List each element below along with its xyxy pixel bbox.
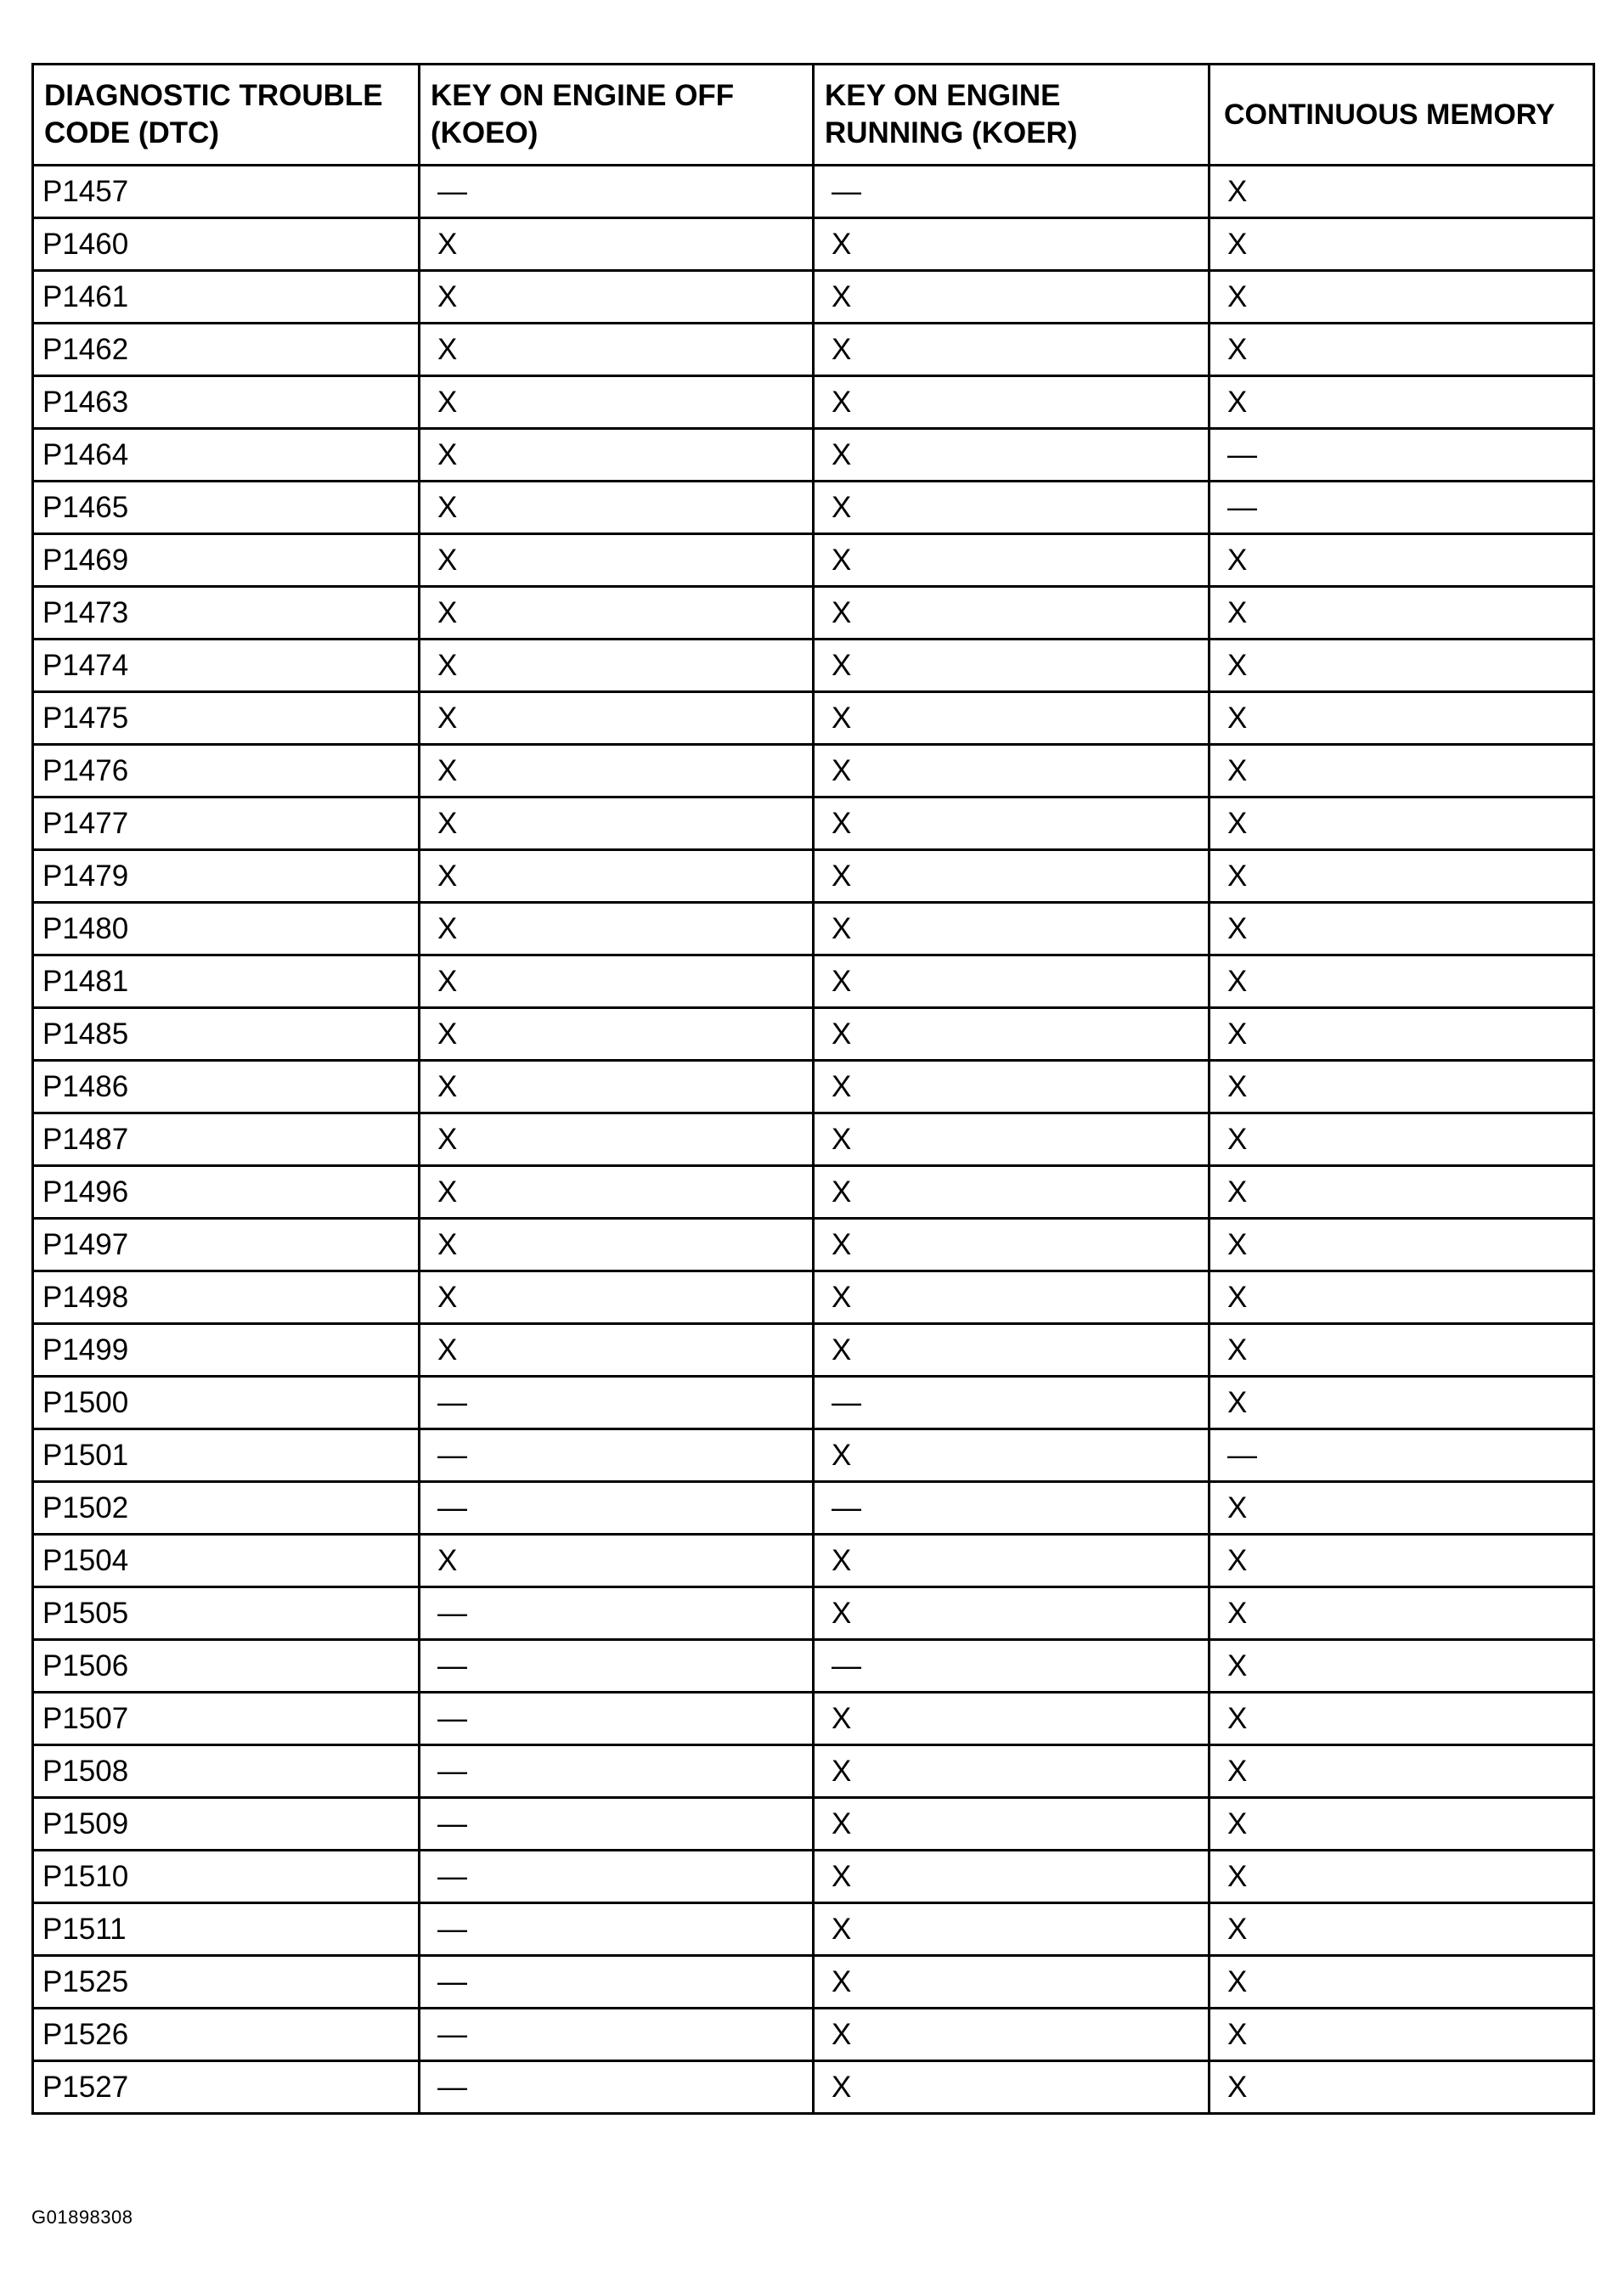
koer-cell: X bbox=[814, 1745, 1210, 1798]
continuous-memory-cell: X bbox=[1210, 324, 1594, 376]
table-row bbox=[33, 1851, 1594, 1903]
koer-cell: X bbox=[814, 1219, 1210, 1271]
dtc-code-cell: P1505 bbox=[33, 1587, 420, 1640]
koer-cell: — bbox=[814, 1377, 1210, 1429]
koeo-cell: X bbox=[420, 218, 814, 271]
koeo-cell: X bbox=[420, 955, 814, 1008]
table-row bbox=[33, 797, 1594, 850]
koeo-cell: — bbox=[420, 1482, 814, 1535]
dtc-code-cell: P1461 bbox=[33, 271, 420, 324]
koeo-cell: X bbox=[420, 1061, 814, 1113]
continuous-memory-cell: X bbox=[1210, 692, 1594, 745]
table-row bbox=[33, 1587, 1594, 1640]
continuous-memory-cell: X bbox=[1210, 534, 1594, 587]
koeo-cell: — bbox=[420, 1851, 814, 1903]
dtc-table bbox=[31, 63, 1595, 2115]
koeo-cell: — bbox=[420, 166, 814, 218]
table-row bbox=[33, 1535, 1594, 1587]
table-row bbox=[33, 1482, 1594, 1535]
continuous-memory-cell: X bbox=[1210, 745, 1594, 797]
table-row bbox=[33, 482, 1594, 534]
continuous-memory-cell: X bbox=[1210, 1219, 1594, 1271]
koeo-cell: X bbox=[420, 1535, 814, 1587]
koer-cell: X bbox=[814, 1587, 1210, 1640]
dtc-code-cell: P1509 bbox=[33, 1798, 420, 1851]
koer-cell: X bbox=[814, 1166, 1210, 1219]
koer-cell: X bbox=[814, 850, 1210, 903]
dtc-code-cell: P1497 bbox=[33, 1219, 420, 1271]
header-koer: KEY ON ENGINE RUNNING (KOER) bbox=[814, 65, 1210, 166]
dtc-code-cell: P1498 bbox=[33, 1271, 420, 1324]
continuous-memory-cell: X bbox=[1210, 218, 1594, 271]
koeo-cell: — bbox=[420, 1956, 814, 2009]
dtc-code-cell: P1464 bbox=[33, 429, 420, 482]
header-dtc: DIAGNOSTIC TROUBLE CODE (DTC) bbox=[33, 65, 420, 166]
table-body bbox=[33, 166, 1594, 2114]
dtc-code-cell: P1485 bbox=[33, 1008, 420, 1061]
dtc-code-cell: P1502 bbox=[33, 1482, 420, 1535]
continuous-memory-cell: X bbox=[1210, 1956, 1594, 2009]
koeo-cell: X bbox=[420, 1271, 814, 1324]
continuous-memory-cell: X bbox=[1210, 1008, 1594, 1061]
table-row bbox=[33, 1008, 1594, 1061]
table-row bbox=[33, 640, 1594, 692]
table-row bbox=[33, 903, 1594, 955]
dtc-code-cell: P1501 bbox=[33, 1429, 420, 1482]
koer-cell: X bbox=[814, 534, 1210, 587]
table-row bbox=[33, 1166, 1594, 1219]
dtc-code-cell: P1465 bbox=[33, 482, 420, 534]
dtc-code-cell: P1460 bbox=[33, 218, 420, 271]
table-row bbox=[33, 1271, 1594, 1324]
dtc-code-cell: P1469 bbox=[33, 534, 420, 587]
koeo-cell: X bbox=[420, 1008, 814, 1061]
table-row bbox=[33, 1640, 1594, 1693]
koeo-cell: X bbox=[420, 640, 814, 692]
continuous-memory-cell: X bbox=[1210, 1851, 1594, 1903]
koeo-cell: — bbox=[420, 1587, 814, 1640]
dtc-code-cell: P1457 bbox=[33, 166, 420, 218]
koer-cell: X bbox=[814, 587, 1210, 640]
koer-cell: X bbox=[814, 692, 1210, 745]
table-row bbox=[33, 1377, 1594, 1429]
table-row bbox=[33, 1219, 1594, 1271]
koer-cell: X bbox=[814, 429, 1210, 482]
koeo-cell: X bbox=[420, 376, 814, 429]
continuous-memory-cell: X bbox=[1210, 1745, 1594, 1798]
koer-cell: — bbox=[814, 1482, 1210, 1535]
table-row bbox=[33, 1061, 1594, 1113]
table-row bbox=[33, 1903, 1594, 1956]
koeo-cell: X bbox=[420, 482, 814, 534]
table-row bbox=[33, 955, 1594, 1008]
dtc-code-cell: P1487 bbox=[33, 1113, 420, 1166]
table-row bbox=[33, 1429, 1594, 1482]
dtc-code-cell: P1463 bbox=[33, 376, 420, 429]
dtc-code-cell: P1462 bbox=[33, 324, 420, 376]
koer-cell: X bbox=[814, 324, 1210, 376]
koer-cell: X bbox=[814, 1008, 1210, 1061]
koer-cell: X bbox=[814, 218, 1210, 271]
figure-code: G01898308 bbox=[31, 2206, 133, 2228]
dtc-code-cell: P1527 bbox=[33, 2061, 420, 2114]
koeo-cell: X bbox=[420, 745, 814, 797]
dtc-code-cell: P1511 bbox=[33, 1903, 420, 1956]
dtc-code-cell: P1510 bbox=[33, 1851, 420, 1903]
koer-cell: — bbox=[814, 1640, 1210, 1693]
dtc-code-cell: P1479 bbox=[33, 850, 420, 903]
koer-cell: X bbox=[814, 955, 1210, 1008]
dtc-code-cell: P1507 bbox=[33, 1693, 420, 1745]
koer-cell: X bbox=[814, 482, 1210, 534]
header-koeo: KEY ON ENGINE OFF (KOEO) bbox=[420, 65, 814, 166]
continuous-memory-cell: X bbox=[1210, 1903, 1594, 1956]
koeo-cell: X bbox=[420, 1219, 814, 1271]
koeo-cell: X bbox=[420, 324, 814, 376]
table-row bbox=[33, 1956, 1594, 2009]
koer-cell: X bbox=[814, 1535, 1210, 1587]
koer-cell: X bbox=[814, 1903, 1210, 1956]
table-row bbox=[33, 1745, 1594, 1798]
koeo-cell: X bbox=[420, 1113, 814, 1166]
continuous-memory-cell: X bbox=[1210, 1693, 1594, 1745]
table-row bbox=[33, 218, 1594, 271]
continuous-memory-cell: X bbox=[1210, 1166, 1594, 1219]
koer-cell: X bbox=[814, 1324, 1210, 1377]
dtc-code-cell: P1480 bbox=[33, 903, 420, 955]
table-row bbox=[33, 271, 1594, 324]
koer-cell: X bbox=[814, 1271, 1210, 1324]
dtc-code-cell: P1486 bbox=[33, 1061, 420, 1113]
dtc-code-cell: P1474 bbox=[33, 640, 420, 692]
koer-cell: X bbox=[814, 797, 1210, 850]
koeo-cell: — bbox=[420, 2061, 814, 2114]
continuous-memory-cell: X bbox=[1210, 166, 1594, 218]
continuous-memory-cell: X bbox=[1210, 1324, 1594, 1377]
dtc-code-cell: P1526 bbox=[33, 2009, 420, 2061]
dtc-code-cell: P1476 bbox=[33, 745, 420, 797]
koer-cell: X bbox=[814, 1693, 1210, 1745]
dtc-code-cell: P1499 bbox=[33, 1324, 420, 1377]
continuous-memory-cell: X bbox=[1210, 376, 1594, 429]
koeo-cell: — bbox=[420, 2009, 814, 2061]
continuous-memory-cell: X bbox=[1210, 587, 1594, 640]
koer-cell: X bbox=[814, 1798, 1210, 1851]
continuous-memory-cell: X bbox=[1210, 1587, 1594, 1640]
table-row bbox=[33, 1798, 1594, 1851]
table-row bbox=[33, 692, 1594, 745]
koeo-cell: X bbox=[420, 903, 814, 955]
koer-cell: X bbox=[814, 1113, 1210, 1166]
continuous-memory-cell: X bbox=[1210, 640, 1594, 692]
koer-cell: X bbox=[814, 271, 1210, 324]
koeo-cell: X bbox=[420, 850, 814, 903]
header-continuous-memory: CONTINUOUS MEMORY bbox=[1210, 65, 1594, 166]
dtc-code-cell: P1477 bbox=[33, 797, 420, 850]
continuous-memory-cell: X bbox=[1210, 1535, 1594, 1587]
koeo-cell: — bbox=[420, 1903, 814, 1956]
koeo-cell: — bbox=[420, 1640, 814, 1693]
koeo-cell: X bbox=[420, 692, 814, 745]
koer-cell: X bbox=[814, 1851, 1210, 1903]
table-row bbox=[33, 850, 1594, 903]
koeo-cell: X bbox=[420, 534, 814, 587]
dtc-code-cell: P1473 bbox=[33, 587, 420, 640]
continuous-memory-cell: — bbox=[1210, 429, 1594, 482]
dtc-code-cell: P1506 bbox=[33, 1640, 420, 1693]
table-row bbox=[33, 2061, 1594, 2114]
dtc-code-cell: P1504 bbox=[33, 1535, 420, 1587]
koer-cell: X bbox=[814, 1956, 1210, 2009]
dtc-code-cell: P1481 bbox=[33, 955, 420, 1008]
continuous-memory-cell: X bbox=[1210, 850, 1594, 903]
koeo-cell: — bbox=[420, 1745, 814, 1798]
continuous-memory-cell: — bbox=[1210, 482, 1594, 534]
dtc-code-cell: P1496 bbox=[33, 1166, 420, 1219]
koeo-cell: X bbox=[420, 1166, 814, 1219]
continuous-memory-cell: X bbox=[1210, 903, 1594, 955]
koeo-cell: X bbox=[420, 1324, 814, 1377]
koeo-cell: — bbox=[420, 1429, 814, 1482]
continuous-memory-cell: X bbox=[1210, 2061, 1594, 2114]
table-row bbox=[33, 1693, 1594, 1745]
continuous-memory-cell: X bbox=[1210, 1271, 1594, 1324]
koeo-cell: — bbox=[420, 1798, 814, 1851]
koeo-cell: — bbox=[420, 1377, 814, 1429]
koer-cell: X bbox=[814, 1429, 1210, 1482]
dtc-code-cell: P1508 bbox=[33, 1745, 420, 1798]
koer-cell: X bbox=[814, 640, 1210, 692]
koer-cell: X bbox=[814, 903, 1210, 955]
dtc-code-cell: P1525 bbox=[33, 1956, 420, 2009]
table-row bbox=[33, 745, 1594, 797]
continuous-memory-cell: X bbox=[1210, 2009, 1594, 2061]
continuous-memory-cell: X bbox=[1210, 271, 1594, 324]
table-header-row bbox=[33, 65, 1594, 166]
koeo-cell: X bbox=[420, 429, 814, 482]
dtc-code-cell: P1475 bbox=[33, 692, 420, 745]
table-row bbox=[33, 2009, 1594, 2061]
dtc-code-cell: P1500 bbox=[33, 1377, 420, 1429]
koer-cell: X bbox=[814, 2009, 1210, 2061]
table-row bbox=[33, 1324, 1594, 1377]
koer-cell: X bbox=[814, 1061, 1210, 1113]
koeo-cell: X bbox=[420, 587, 814, 640]
continuous-memory-cell: X bbox=[1210, 1798, 1594, 1851]
table-row bbox=[33, 587, 1594, 640]
table-row bbox=[33, 324, 1594, 376]
continuous-memory-cell: X bbox=[1210, 1640, 1594, 1693]
koer-cell: X bbox=[814, 376, 1210, 429]
table-row bbox=[33, 534, 1594, 587]
continuous-memory-cell: X bbox=[1210, 797, 1594, 850]
koer-cell: X bbox=[814, 745, 1210, 797]
koer-cell: — bbox=[814, 166, 1210, 218]
continuous-memory-cell: X bbox=[1210, 1377, 1594, 1429]
table-row bbox=[33, 166, 1594, 218]
continuous-memory-cell: X bbox=[1210, 1482, 1594, 1535]
table-row bbox=[33, 376, 1594, 429]
koeo-cell: — bbox=[420, 1693, 814, 1745]
table-row bbox=[33, 1113, 1594, 1166]
continuous-memory-cell: X bbox=[1210, 1113, 1594, 1166]
table-row bbox=[33, 429, 1594, 482]
continuous-memory-cell: X bbox=[1210, 955, 1594, 1008]
koeo-cell: X bbox=[420, 271, 814, 324]
koer-cell: X bbox=[814, 2061, 1210, 2114]
continuous-memory-cell: — bbox=[1210, 1429, 1594, 1482]
koeo-cell: X bbox=[420, 797, 814, 850]
continuous-memory-cell: X bbox=[1210, 1061, 1594, 1113]
